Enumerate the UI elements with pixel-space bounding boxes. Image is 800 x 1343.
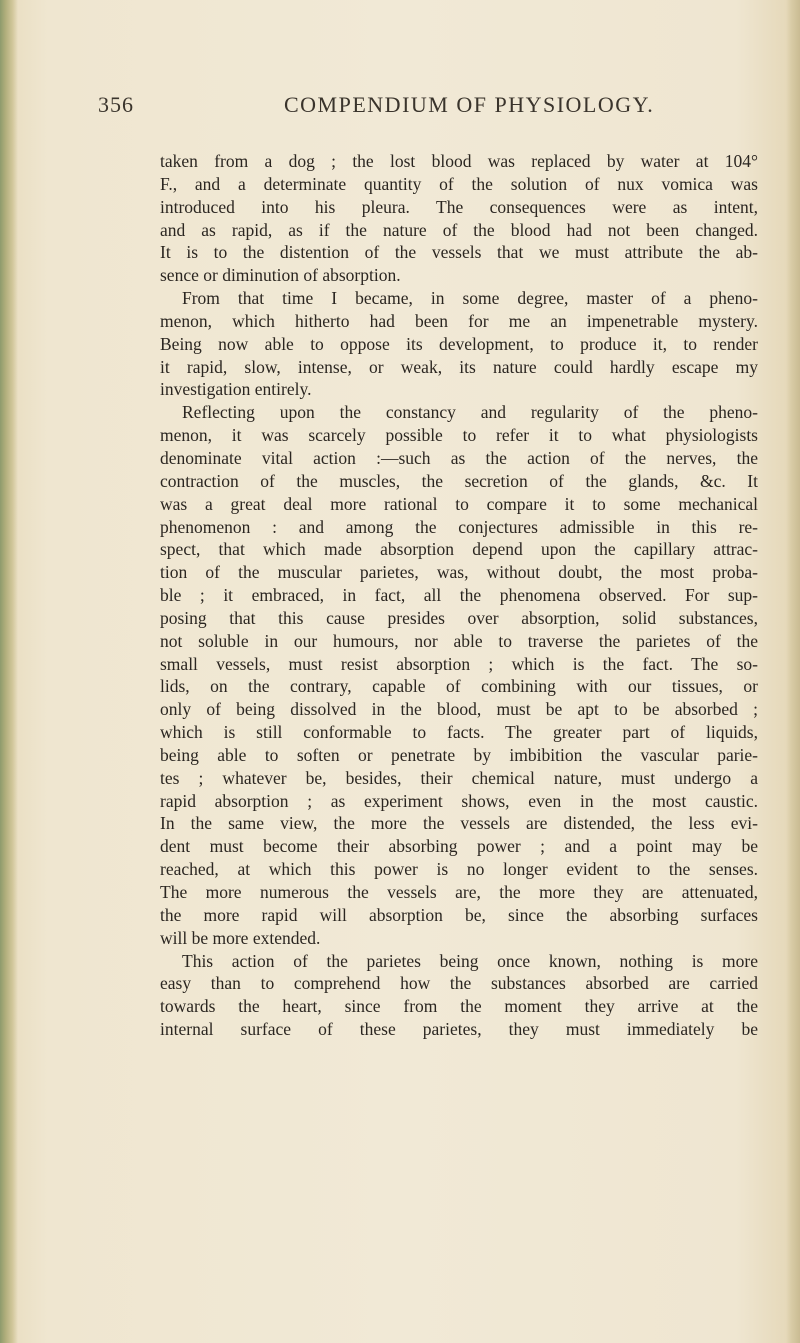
- text-line: Reflecting upon the constancy and regularity of the pheno-: [182, 402, 758, 423]
- text-line: F., and a determinate quantity of the solution of nux vomica was: [160, 173, 758, 194]
- page-number: 356: [98, 92, 134, 117]
- text-line: This action of the parietes being once known, nothing is more: [182, 950, 758, 971]
- text-line: denominate vital action :—such as the action of the nerves, the: [160, 447, 758, 468]
- text-line: lids, on the contrary, capable of combining with our tissues, or: [160, 676, 758, 697]
- text-line: rapid absorption ; as experiment shows, even in the most caustic.: [160, 790, 758, 811]
- text-line: ble ; it embraced, in fact, all the phenomena observed. For sup-: [160, 585, 758, 606]
- text-line: the more rapid will absorption be, since the absorbing surfaces: [160, 904, 758, 925]
- text-line: In the same view, the more the vessels are distended, the less evi-: [160, 813, 758, 834]
- page-right-edge: [786, 0, 800, 1343]
- binding-edge: [0, 0, 18, 1343]
- text-line: spect, that which made absorption depend upon the capillary attrac-: [160, 539, 758, 560]
- text-line: introduced into his pleura. The consequences were as intent,: [160, 196, 758, 217]
- running-title: COMPENDIUM OF PHYSIOLOGY.: [284, 92, 655, 117]
- text-line: reached, at which this power is no longer evident to the senses.: [160, 859, 758, 880]
- text-line: it rapid, slow, intense, or weak, its nature could hardly escape my: [160, 356, 758, 377]
- text-line: investigation entirely.: [160, 379, 312, 400]
- text-line: posing that this cause presides over absorption, solid substances,: [160, 607, 758, 628]
- text-line: was a great deal more rational to compare it to some mechanical: [160, 493, 758, 514]
- text-line: The more numerous the vessels are, the more they are attenuated,: [160, 882, 758, 902]
- body-text: [160, 150, 758, 1041]
- text-line: menon, which hitherto had been for me an impenetrable mystery.: [160, 310, 758, 331]
- text-line: tes ; whatever be, besides, their chemical nature, must undergo a: [160, 767, 758, 788]
- text-line: will be more extended.: [160, 927, 321, 948]
- text-line: towards the heart, since from the moment they arrive at the: [160, 996, 758, 1017]
- text-line: only of being dissolved in the blood, must be apt to be absorbed ;: [160, 699, 758, 720]
- text-line: not soluble in our humours, nor able to traverse the parietes of the: [160, 630, 758, 651]
- text-line: menon, it was scarcely possible to refer it to what physiologists: [160, 425, 758, 446]
- text-line: phenomenon : and among the conjectures admissible in this re-: [160, 516, 758, 537]
- text-line: Being now able to oppose its development, to produce it, to render: [160, 333, 758, 354]
- text-line: dent must become their absorbing power ; and a point may be: [160, 836, 758, 857]
- text-line: contraction of the muscles, the secretion of the glands, &c. It: [160, 470, 758, 491]
- text-line: and as rapid, as if the nature of the blood had not been changed.: [160, 219, 758, 240]
- text-line: tion of the muscular parietes, was, without doubt, the most proba-: [160, 562, 758, 583]
- text-line: internal surface of these parietes, they must immediately be: [160, 1019, 758, 1040]
- text-line: which is still conformable to facts. The greater part of liquids,: [160, 722, 758, 743]
- text-line: From that time I became, in some degree, master of a pheno-: [182, 288, 758, 309]
- text-line: small vessels, must resist absorption ; which is the fact. The so-: [160, 653, 758, 674]
- text-line: sence or diminution of absorption.: [160, 265, 401, 286]
- text-line: taken from a dog ; the lost blood was replaced by water at 104°: [160, 151, 758, 171]
- text-line: It is to the distention of the vessels that we must attribute the ab-: [160, 242, 758, 263]
- text-line: easy than to comprehend how the substances absorbed are carried: [160, 973, 758, 994]
- text-line: being able to soften or penetrate by imbibition the vascular parie-: [160, 744, 758, 765]
- running-head: [98, 92, 758, 122]
